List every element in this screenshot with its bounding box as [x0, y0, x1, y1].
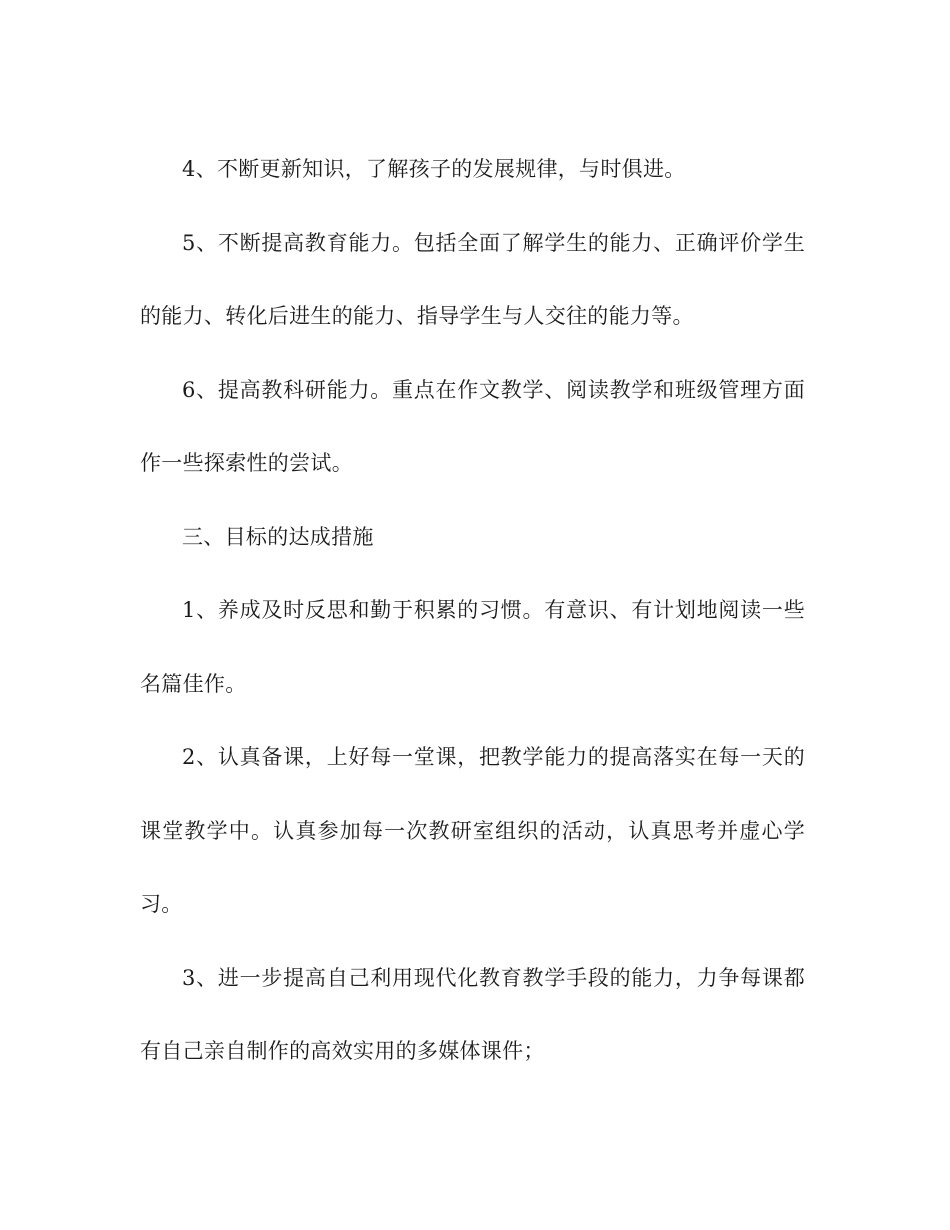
measure-item-1: 1、养成及时反思和勤于积累的习惯。有意识、有计划地阅读一些名篇佳作。	[140, 598, 805, 696]
paragraph-item-4: 4、不断更新知识，了解孩子的发展规律，与时俱进。	[182, 157, 686, 181]
measure-item-3: 3、进一步提高自己利用现代化教育教学手段的能力，力争每课都有自己亲自制作的高效实用的多媒体课件；	[140, 965, 805, 1063]
paragraph-item-6: 6、提高教科研能力。重点在作文教学、阅读教学和班级管理方面作一些探索性的尝试。	[140, 377, 805, 475]
paragraph-item-5: 5、不断提高教育能力。包括全面了解学生的能力、正确评价学生的能力、转化后进生的能力、指导学生与人交往的能力等。	[140, 230, 805, 328]
section-heading: 三、目标的达成措施	[182, 524, 374, 549]
measure-item-2: 2、认真备课，上好每一堂课，把教学能力的提高落实在每一天的课堂教学中。认真参加每一次教研室组织的活动，认真思考并虚心学习。	[140, 745, 805, 916]
document-body	[140, 133, 805, 1089]
